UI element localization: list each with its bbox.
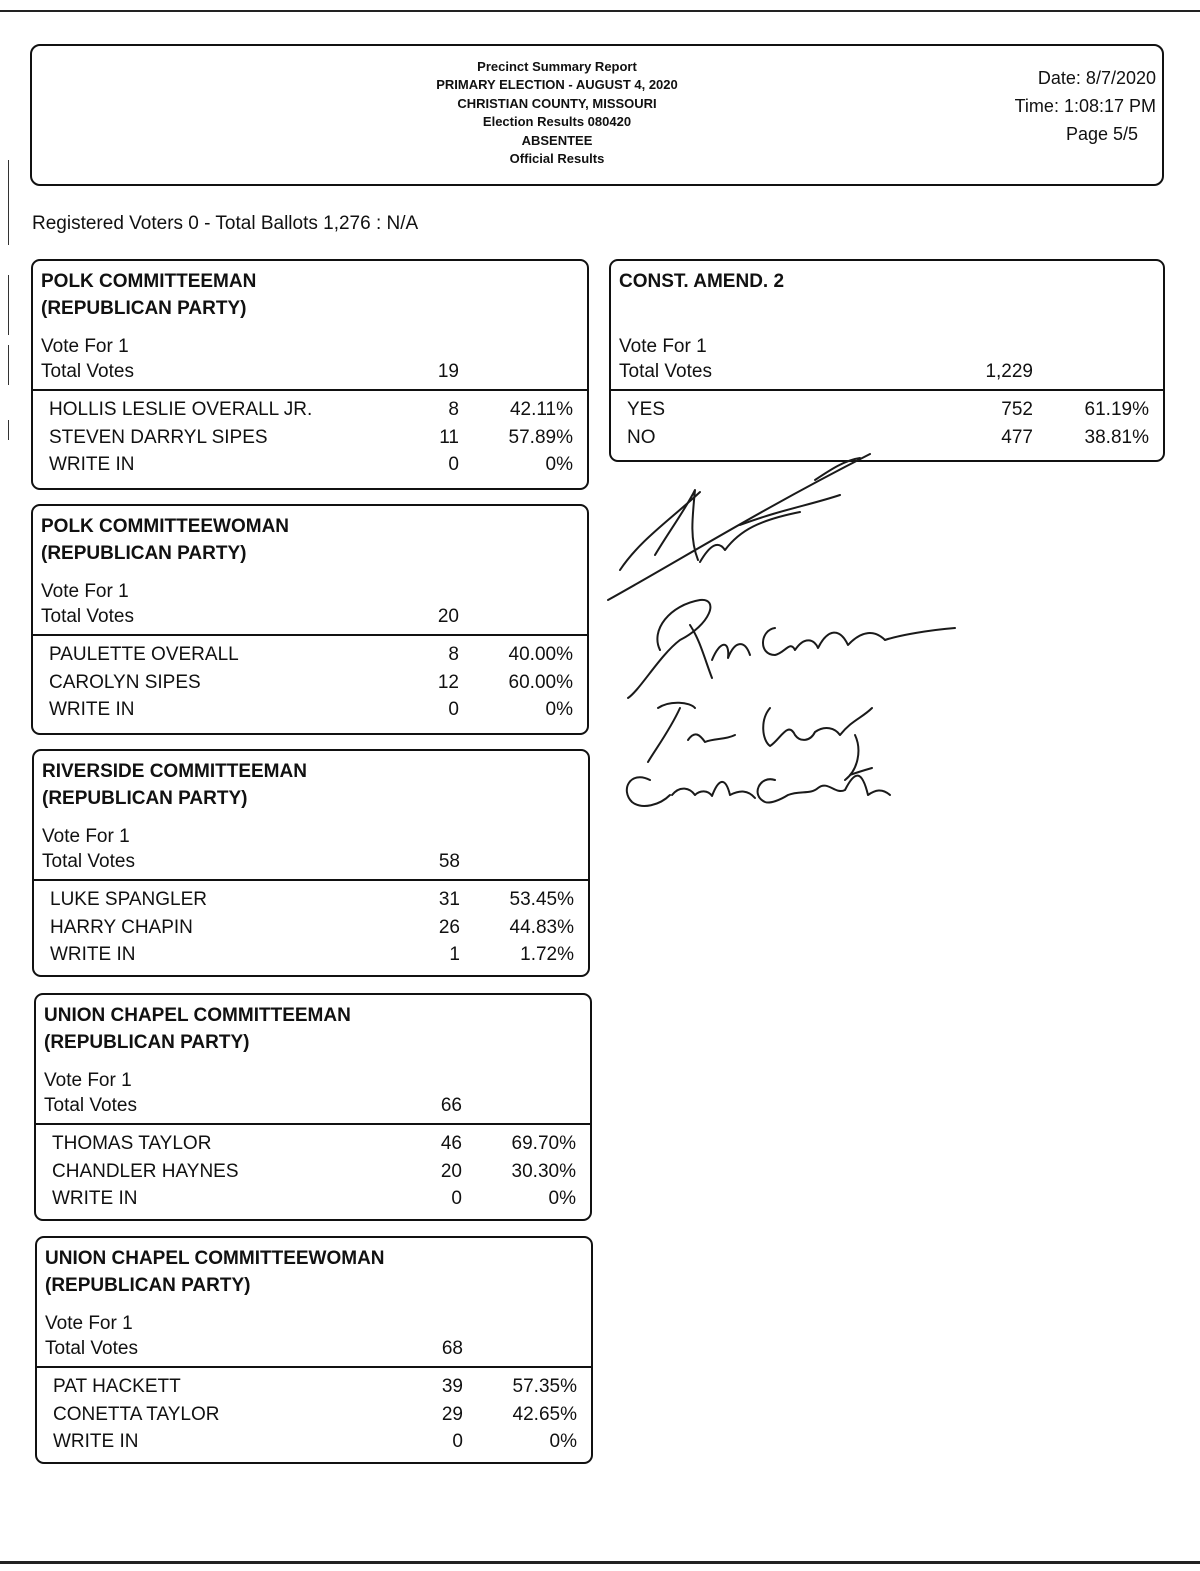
race-title <box>619 268 784 295</box>
race-box-polk-committeewoman <box>31 504 589 735</box>
vote-for-label: Vote For 1 <box>41 581 129 602</box>
vote-for-label: Vote For 1 <box>45 1313 133 1334</box>
candidate-row <box>33 427 587 455</box>
candidate-percent: 44.83% <box>509 916 574 938</box>
candidate-votes: 752 <box>1001 399 1033 420</box>
divider <box>34 879 588 881</box>
candidate-votes: 0 <box>451 1188 462 1209</box>
candidate-votes: 0 <box>452 1431 463 1452</box>
candidate-name: PAULETTE OVERALL <box>49 644 239 665</box>
candidate-votes: 11 <box>439 426 459 448</box>
candidate-votes: 12 <box>437 671 459 693</box>
vote-for-label: Vote For 1 <box>41 336 129 357</box>
signatures <box>600 450 980 830</box>
candidate-percent: 30.30% <box>511 1160 576 1182</box>
candidate-percent: 0% <box>545 454 573 475</box>
divider <box>33 634 587 636</box>
total-votes-label: Total Votes <box>41 361 134 382</box>
election-name: PRIMARY ELECTION - AUGUST 4, 2020 <box>436 77 678 93</box>
race-title-line: CONST. AMEND. 2 <box>619 271 785 292</box>
race-title <box>45 1245 385 1299</box>
race-title-line: UNION CHAPEL COMMITTEEMAN <box>44 1005 351 1026</box>
candidate-row <box>33 454 587 482</box>
candidate-votes: 1 <box>449 944 460 965</box>
vote-for-label: Vote For 1 <box>619 336 707 357</box>
total-votes-label: Total Votes <box>42 851 135 872</box>
candidate-percent: 53.45% <box>509 889 574 910</box>
candidate-row <box>34 944 588 972</box>
race-party-line: (REPUBLICAN PARTY) <box>42 788 248 809</box>
candidate-votes: 8 <box>448 644 459 665</box>
scan-edge-bottom <box>0 1561 1200 1564</box>
scan-artifact <box>8 275 9 335</box>
candidate-name: STEVEN DARRYL SIPES <box>49 426 268 448</box>
candidate-row <box>37 1404 591 1432</box>
candidate-percent: 42.11% <box>509 399 573 420</box>
candidate-row <box>36 1188 590 1216</box>
race-party-line: (REPUBLICAN PARTY) <box>45 1275 251 1296</box>
candidate-percent: 69.70% <box>511 1133 576 1154</box>
vote-for-label: Vote For 1 <box>44 1070 132 1091</box>
total-votes-value: 66 <box>440 1095 462 1116</box>
page-number: Page 5/5 <box>1065 124 1138 144</box>
race-party-line: (REPUBLICAN PARTY) <box>41 543 247 564</box>
race-party-line: (REPUBLICAN PARTY) <box>44 1032 250 1053</box>
candidate-row <box>33 672 587 700</box>
candidate-name: HARRY CHAPIN <box>50 916 193 938</box>
candidate-votes: 0 <box>448 454 459 475</box>
candidate-name: NO <box>627 426 656 448</box>
candidate-percent: 42.65% <box>512 1403 577 1425</box>
candidate-row <box>37 1431 591 1459</box>
signature-3 <box>648 703 872 780</box>
divider <box>611 389 1163 391</box>
candidate-percent: 0% <box>549 1431 577 1452</box>
total-votes-value: 68 <box>441 1338 463 1359</box>
total-votes-label: Total Votes <box>619 361 712 382</box>
race-title <box>42 758 307 812</box>
candidate-votes: 0 <box>448 699 459 720</box>
race-title <box>44 1002 351 1056</box>
candidate-row <box>36 1133 590 1161</box>
candidate-votes: 8 <box>448 399 459 420</box>
candidate-name: WRITE IN <box>49 454 135 475</box>
candidate-votes: 46 <box>440 1133 462 1154</box>
candidate-percent: 61.19% <box>1084 399 1149 420</box>
candidate-row <box>36 1161 590 1189</box>
candidate-row <box>37 1376 591 1404</box>
candidate-row <box>33 399 587 427</box>
total-votes-value: 19 <box>437 361 459 382</box>
candidate-percent: 40.00% <box>508 644 573 665</box>
candidate-name: YES <box>627 399 666 420</box>
candidate-row <box>611 399 1163 427</box>
candidate-name: CHANDLER HAYNES <box>52 1160 239 1182</box>
candidate-name: CONETTA TAYLOR <box>53 1403 220 1425</box>
candidate-percent: 0% <box>548 1188 576 1209</box>
results-id: Election Results 080420 <box>482 114 632 130</box>
signature-1 <box>608 454 870 600</box>
total-votes-value: 20 <box>437 606 459 627</box>
candidate-votes: 31 <box>438 889 460 910</box>
divider <box>33 389 587 391</box>
candidate-name: WRITE IN <box>49 699 135 720</box>
race-title-line: RIVERSIDE COMMITTEEMAN <box>42 761 307 782</box>
scan-artifact <box>8 345 9 385</box>
candidate-percent: 38.81% <box>1084 426 1149 448</box>
total-votes-value: 58 <box>438 851 460 872</box>
candidate-name: CAROLYN SIPES <box>49 671 201 693</box>
report-time: Time: 1:08:17 PM <box>1014 96 1156 116</box>
total-votes-label: Total Votes <box>45 1338 138 1359</box>
race-title-line: UNION CHAPEL COMMITTEEWOMAN <box>45 1248 385 1269</box>
candidate-row <box>33 644 587 672</box>
report-date: Date: 8/7/2020 <box>1037 68 1156 88</box>
race-title-line: POLK COMMITTEEWOMAN <box>41 516 290 537</box>
results-status: Official Results <box>509 151 605 167</box>
report-header <box>30 44 1164 186</box>
candidate-votes: 26 <box>438 916 460 938</box>
county-name: CHRISTIAN COUNTY, MISSOURI <box>457 95 657 111</box>
candidate-percent: 57.89% <box>508 426 573 448</box>
registered-voters-summary: Registered Voters 0 - Total Ballots 1,276 : N/A <box>32 213 419 234</box>
candidate-percent: 0% <box>545 699 573 720</box>
divider <box>36 1123 590 1125</box>
report-title: Precinct Summary Report <box>477 59 637 74</box>
race-title <box>41 513 289 567</box>
candidate-name: HOLLIS LESLIE OVERALL JR. <box>49 399 313 420</box>
candidate-votes: 29 <box>441 1403 463 1425</box>
candidate-row <box>34 917 588 945</box>
candidate-percent: 57.35% <box>512 1376 577 1397</box>
candidate-name: PAT HACKETT <box>53 1376 181 1397</box>
candidate-name: WRITE IN <box>50 944 136 965</box>
race-title <box>41 268 256 322</box>
candidate-percent: 60.00% <box>508 671 573 693</box>
race-box-union-chapel-committeewoman <box>35 1236 593 1464</box>
candidate-name: WRITE IN <box>52 1188 138 1209</box>
race-party-line: (REPUBLICAN PARTY) <box>41 298 247 319</box>
candidate-name: LUKE SPANGLER <box>50 889 207 910</box>
total-votes-label: Total Votes <box>41 606 134 627</box>
scan-edge-top <box>0 0 1200 12</box>
precinct-name: ABSENTEE <box>521 132 593 148</box>
scan-artifact <box>8 160 9 245</box>
race-box-union-chapel-committeeman <box>34 993 592 1221</box>
race-box-polk-committeeman <box>31 259 589 490</box>
candidate-name: THOMAS TAYLOR <box>52 1133 212 1154</box>
race-box-riverside-committeeman <box>32 749 590 977</box>
divider <box>37 1366 591 1368</box>
report-meta <box>1015 64 1156 148</box>
signature-2 <box>628 600 955 698</box>
scan-artifact <box>8 420 9 440</box>
total-votes-value: 1,229 <box>985 361 1033 382</box>
candidate-row <box>34 889 588 917</box>
race-title-line: POLK COMMITTEEMAN <box>41 271 257 292</box>
candidate-row <box>33 699 587 727</box>
race-box-const-amend-2 <box>609 259 1165 462</box>
candidate-votes: 39 <box>441 1376 463 1397</box>
candidate-name: WRITE IN <box>53 1431 139 1452</box>
total-votes-label: Total Votes <box>44 1095 137 1116</box>
vote-for-label: Vote For 1 <box>42 826 130 847</box>
report-title-block <box>332 58 782 168</box>
candidate-percent: 1.72% <box>520 944 574 965</box>
candidate-votes: 477 <box>1001 426 1033 448</box>
candidate-votes: 20 <box>440 1160 462 1182</box>
